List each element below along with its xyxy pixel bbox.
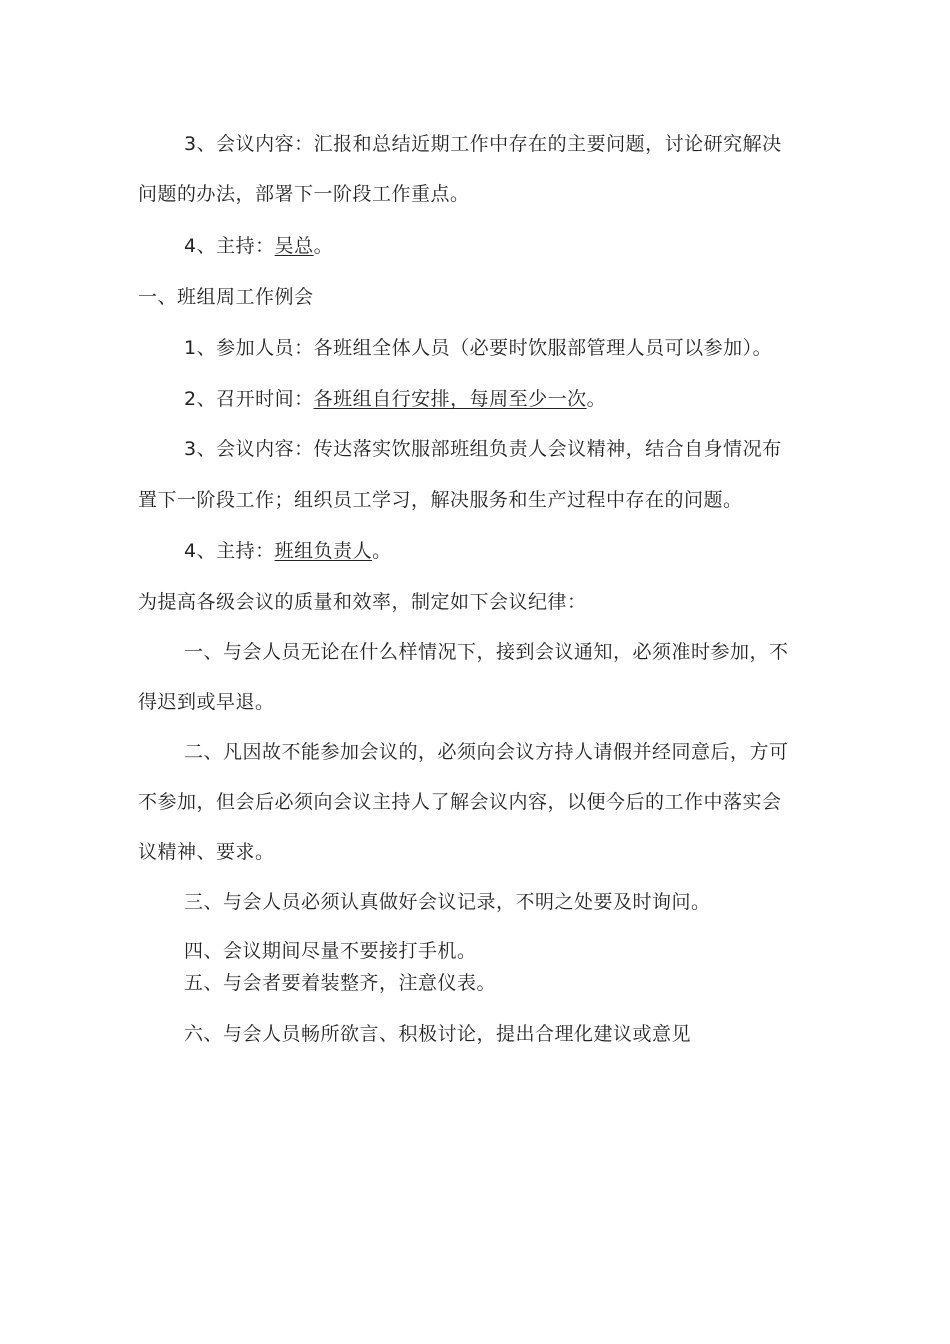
time-value: 各班组自行安排，每周至少一次 [313, 388, 587, 410]
paragraph-line: 五、与会者要着装整齐，注意仪表。 [184, 972, 497, 994]
section-heading: 一、班组周工作例会 [138, 286, 314, 308]
paragraph-line: 问题的办法，部署下一阶段工作重点。 [138, 183, 470, 205]
punctuation: 。 [372, 540, 392, 562]
paragraph-line: 六、与会人员畅所欲言、积极讨论，提出合理化建议或意见 [184, 1023, 692, 1045]
paragraph-line: 一、与会人员无论在什么样情况下，接到会议通知，必须准时参加，不 [184, 641, 789, 663]
paragraph-line: 3、会议内容：传达落实饮服部班组负责人会议精神，结合自身情况布 [184, 438, 782, 460]
paragraph-line: 三、与会人员必须认真做好会议记录，不明之处要及时询问。 [184, 891, 711, 913]
punctuation: 。 [313, 235, 334, 257]
punctuation: 。 [586, 388, 607, 410]
paragraph-line: 置下一阶段工作；组织员工学习，解决服务和生产过程中存在的问题。 [138, 489, 743, 511]
paragraph-line [184, 233, 333, 259]
paragraph-line [184, 538, 392, 564]
host-name: 吴总 [274, 235, 314, 257]
host-name: 班组负责人 [274, 540, 373, 562]
paragraph-line: 不参加，但会后必须向会议主持人了解会议内容，以便今后的工作中落实会 [138, 791, 782, 813]
paragraph-line: 得迟到或早退。 [138, 691, 275, 713]
paragraph-line: 1、参加人员：各班组全体人员（必要时饮服部管理人员可以参加）。 [184, 337, 773, 359]
paragraph-line: 3、会议内容：汇报和总结近期工作中存在的主要问题，讨论研究解决 [184, 133, 782, 155]
paragraph-line: 四、会议期间尽量不要接打手机。 [184, 940, 477, 962]
host-label: 4、主持： [184, 540, 275, 562]
paragraph-line [184, 386, 606, 412]
paragraph-line: 议精神、要求。 [138, 841, 275, 863]
section-intro: 为提高各级会议的质量和效率，制定如下会议纪律： [138, 591, 587, 613]
host-label: 4、主持： [184, 235, 275, 257]
paragraph-line: 二、凡因故不能参加会议的，必须向会议方持人请假并经同意后，方可 [184, 741, 789, 763]
time-label: 2、召开时间： [184, 388, 314, 410]
